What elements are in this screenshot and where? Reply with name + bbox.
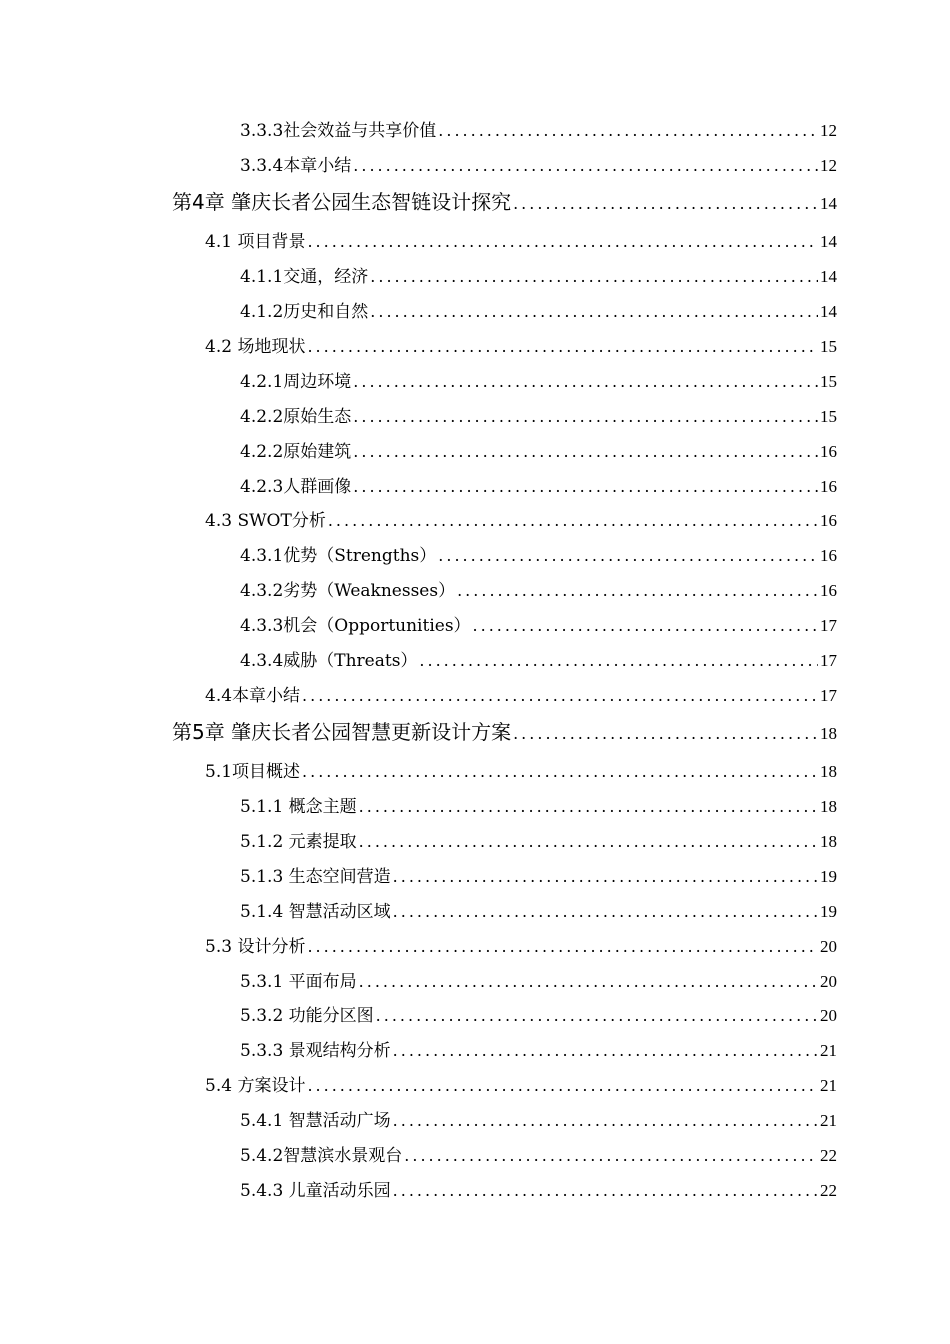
toc-entry-title: 4.2.2原始建筑	[240, 442, 352, 462]
toc-dot-leader	[393, 902, 818, 921]
toc-entry-title: 4.2.2原始生态	[240, 407, 352, 427]
toc-dot-leader	[307, 337, 818, 356]
toc-page-number: 16	[820, 477, 837, 496]
toc-entry-title: 5.4 方案设计	[205, 1076, 306, 1096]
toc-page-number: 16	[820, 442, 837, 461]
toc-page-number: 15	[820, 337, 837, 356]
toc-entry-5-3[interactable]	[205, 932, 837, 957]
toc-entry-title: 3.3.3社会效益与共享价值	[240, 121, 437, 141]
toc-dot-leader	[353, 372, 818, 391]
toc-entry-title: 5.4.3 儿童活动乐园	[240, 1181, 391, 1201]
toc-entry-title: 5.1.3 生态空间营造	[240, 867, 391, 887]
toc-entry-4-3-2[interactable]	[240, 576, 837, 601]
toc-dot-leader	[473, 616, 818, 635]
toc-page-number: 18	[820, 724, 837, 743]
toc-dot-leader	[393, 1111, 818, 1130]
toc-dot-leader	[328, 511, 818, 530]
toc-entry-title: 4.2.1周边环境	[240, 372, 352, 392]
toc-entry-5-4-1[interactable]	[240, 1106, 837, 1131]
toc-dot-leader	[370, 267, 818, 286]
toc-entry-title: 4.3.2劣势（Weaknesses）	[240, 581, 456, 601]
toc-entry-4-3-3[interactable]	[240, 611, 837, 636]
toc-page-number: 14	[820, 232, 837, 251]
toc-dot-leader	[457, 581, 818, 600]
toc-entry-5-4-3[interactable]	[240, 1176, 837, 1201]
toc-page-number: 17	[820, 686, 837, 705]
toc-entry-title: 4.4本章小结	[205, 686, 301, 706]
toc-entry-title: 第5章 肇庆长者公园智慧更新设计方案	[172, 720, 512, 744]
toc-dot-leader	[393, 867, 818, 886]
toc-entry-4-3-4[interactable]	[240, 646, 837, 671]
toc-dot-leader	[419, 651, 818, 670]
toc-dot-leader	[302, 762, 818, 781]
toc-entry-title: 5.1.2 元素提取	[240, 832, 357, 852]
toc-page-number: 21	[820, 1076, 837, 1095]
toc-entry-title: 4.3.3机会（Opportunities）	[240, 616, 471, 636]
toc-dot-leader	[307, 937, 818, 956]
toc-dot-leader	[393, 1041, 818, 1060]
toc-dot-leader	[302, 686, 818, 705]
toc-entry-4-3[interactable]	[205, 506, 837, 531]
toc-page-number: 17	[820, 651, 837, 670]
toc-entry-5-1-4[interactable]	[240, 897, 837, 922]
toc-page-number: 12	[820, 156, 837, 175]
toc-entry-title: 5.1项目概述	[205, 762, 301, 782]
toc-page-number: 22	[820, 1146, 837, 1165]
toc-page-number: 22	[820, 1181, 837, 1200]
toc-page-number: 20	[820, 972, 837, 991]
toc-entry-4-2-3[interactable]	[240, 472, 837, 497]
toc-dot-leader	[513, 724, 818, 743]
toc-page-number: 21	[820, 1041, 837, 1060]
toc-page-number: 20	[820, 937, 837, 956]
toc-entry-4-2-2b[interactable]	[240, 437, 837, 462]
toc-page-number: 21	[820, 1111, 837, 1130]
toc-entry-5-3-1[interactable]	[240, 967, 837, 992]
toc-dot-leader	[359, 797, 818, 816]
toc-entry-title: 3.3.4本章小结	[240, 156, 352, 176]
toc-page-number: 18	[820, 832, 837, 851]
toc-entry-4-1-2[interactable]	[240, 297, 837, 322]
toc-entry-5-1-3[interactable]	[240, 862, 837, 887]
toc-entry-4-4[interactable]	[205, 681, 837, 706]
toc-entry-title: 5.4.2智慧滨水景观台	[240, 1146, 403, 1166]
toc-entry-4-2-1[interactable]	[240, 367, 837, 392]
toc-entry-5-3-2[interactable]	[240, 1001, 837, 1026]
toc-entry-title: 4.3 SWOT分析	[205, 511, 326, 531]
toc-entry-4-2[interactable]	[205, 332, 837, 357]
toc-dot-leader	[353, 442, 818, 461]
toc-entry-5-3-3[interactable]	[240, 1036, 837, 1061]
toc-dot-leader	[307, 1076, 818, 1095]
toc-entry-title: 5.3.2 功能分区图	[240, 1006, 374, 1026]
toc-entry-title: 4.1.1交通，经济	[240, 267, 369, 287]
toc-dot-leader	[359, 972, 818, 991]
toc-page-number: 12	[820, 121, 837, 140]
toc-page-number: 19	[820, 867, 837, 886]
toc-entry-4-3-1[interactable]	[240, 541, 837, 566]
toc-entry-title: 5.3.3 景观结构分析	[240, 1041, 391, 1061]
toc-page-number: 15	[820, 407, 837, 426]
toc-page-number: 14	[820, 267, 837, 286]
toc-dot-leader	[393, 1181, 818, 1200]
toc-entry-title: 5.3 设计分析	[205, 937, 306, 957]
toc-entry-3-3-3[interactable]	[240, 116, 837, 141]
toc-entry-5-4[interactable]	[205, 1071, 837, 1096]
toc-page-number: 16	[820, 546, 837, 565]
toc-entry-5-1-1[interactable]	[240, 792, 837, 817]
toc-entry-title: 5.4.1 智慧活动广场	[240, 1111, 391, 1131]
toc-dot-leader	[376, 1006, 818, 1025]
toc-chapter-4[interactable]	[172, 186, 837, 215]
toc-page-number: 14	[820, 302, 837, 321]
toc-entry-title: 4.1.2历史和自然	[240, 302, 369, 322]
toc-entry-title: 第4章 肇庆长者公园生态智链设计探究	[172, 190, 512, 214]
toc-entry-title: 4.2 场地现状	[205, 337, 306, 357]
toc-page-number: 18	[820, 762, 837, 781]
toc-dot-leader	[513, 194, 818, 213]
toc-entry-title: 4.2.3人群画像	[240, 477, 352, 497]
toc-entry-title: 5.1.1 概念主题	[240, 797, 357, 817]
toc-dot-leader	[438, 546, 818, 565]
toc-entry-4-1[interactable]	[205, 227, 837, 252]
toc-entry-title: 4.1 项目背景	[205, 232, 306, 252]
toc-page-number: 20	[820, 1006, 837, 1025]
toc-entry-title: 5.3.1 平面布局	[240, 972, 357, 992]
toc-entry-title: 4.3.4威胁（Threats）	[240, 651, 418, 671]
toc-dot-leader	[370, 302, 818, 321]
toc-entry-5-4-2[interactable]	[240, 1141, 837, 1166]
toc-page-number: 17	[820, 616, 837, 635]
toc-page-number: 16	[820, 581, 837, 600]
toc-dot-leader	[353, 477, 818, 496]
toc-page-number: 15	[820, 372, 837, 391]
toc-dot-leader	[353, 407, 818, 426]
toc-page-number: 18	[820, 797, 837, 816]
toc-entry-5-1[interactable]	[205, 757, 837, 782]
toc-chapter-5[interactable]	[172, 716, 837, 745]
toc-page-number: 14	[820, 194, 837, 213]
toc-entry-4-2-2[interactable]	[240, 402, 837, 427]
toc-entry-title: 4.3.1优势（Strengths）	[240, 546, 437, 566]
toc-dot-leader	[359, 832, 818, 851]
toc-dot-leader	[438, 121, 818, 140]
toc-dot-leader	[353, 156, 818, 175]
toc-dot-leader	[307, 232, 818, 251]
toc-page-number: 19	[820, 902, 837, 921]
toc-entry-3-3-4[interactable]	[240, 151, 837, 176]
toc-entry-title: 5.1.4 智慧活动区域	[240, 902, 391, 922]
toc-dot-leader	[404, 1146, 818, 1165]
toc-page-number: 16	[820, 511, 837, 530]
toc-entry-5-1-2[interactable]	[240, 827, 837, 852]
toc-entry-4-1-1[interactable]	[240, 262, 837, 287]
